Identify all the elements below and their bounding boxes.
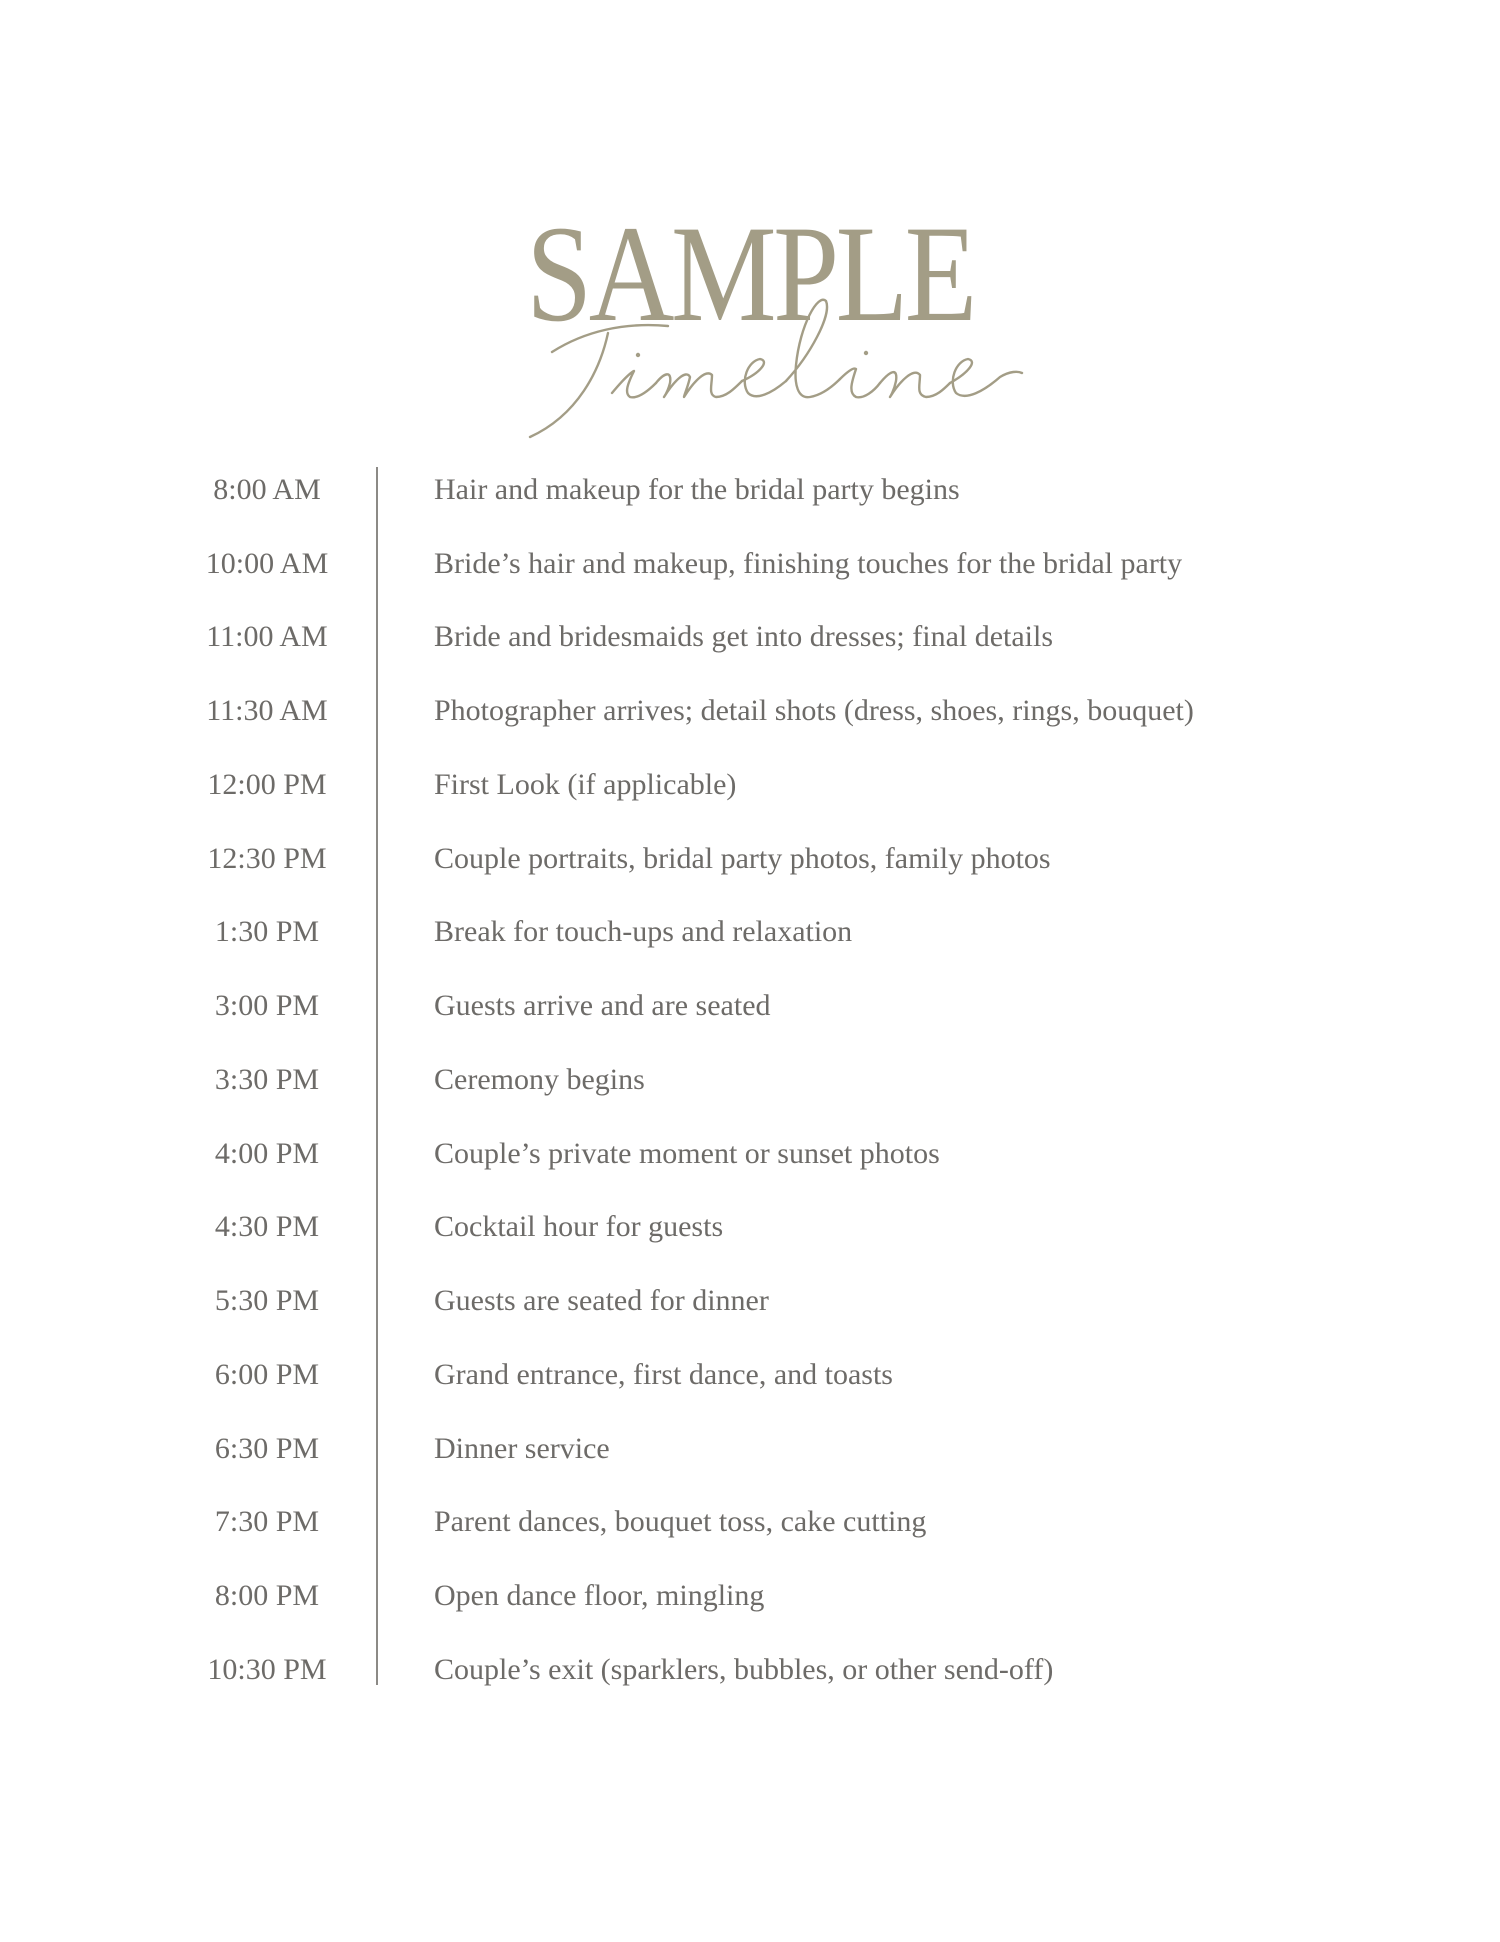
timeline-row — [0, 1345, 1500, 1405]
timeline-time: 7:30 PM — [214, 1505, 320, 1538]
timeline-time: 8:00 PM — [214, 1579, 320, 1612]
timeline-time: 12:00 PM — [207, 768, 327, 801]
timeline-row — [0, 976, 1500, 1036]
timeline-event: Bride and bridesmaids get into dresses; final details — [434, 620, 1054, 653]
timeline-event: Guests are seated for dinner — [434, 1284, 769, 1317]
timeline-event: Bride’s hair and makeup, finishing touches for the bridal party — [434, 547, 1183, 580]
timeline-row — [0, 534, 1500, 594]
timeline-time: 1:30 PM — [214, 915, 320, 948]
timeline-row — [0, 681, 1500, 741]
timeline-time: 11:30 AM — [206, 694, 328, 727]
timeline-event: Ceremony begins — [434, 1063, 645, 1096]
timeline-time: 8:00 AM — [213, 473, 321, 506]
timeline-event: First Look (if applicable) — [434, 768, 737, 801]
timeline-row — [0, 460, 1500, 520]
timeline-time: 6:30 PM — [214, 1432, 320, 1465]
title-block — [0, 197, 1500, 455]
timeline-row — [0, 1124, 1500, 1184]
timeline-row — [0, 1419, 1500, 1479]
timeline-event: Parent dances, bouquet toss, cake cutting — [434, 1505, 927, 1538]
timeline-row — [0, 829, 1500, 889]
timeline-event: Open dance floor, mingling — [434, 1579, 765, 1612]
timeline-event: Couple’s private moment or sunset photos — [434, 1137, 940, 1170]
timeline-event: Hair and makeup for the bridal party begins — [434, 473, 960, 506]
timeline-time: 6:00 PM — [214, 1358, 320, 1391]
title-script-lettering — [0, 197, 1500, 455]
timeline-row — [0, 1640, 1500, 1700]
timeline-event: Cocktail hour for guests — [434, 1210, 724, 1243]
timeline-time: 4:00 PM — [214, 1137, 320, 1170]
timeline-row — [0, 755, 1500, 815]
timeline-row — [0, 1492, 1500, 1552]
timeline — [0, 460, 1500, 1700]
timeline-time: 3:00 PM — [214, 989, 320, 1022]
timeline-event: Couple’s exit (sparklers, bubbles, or other send-off) — [434, 1653, 1054, 1686]
timeline-time: 10:00 AM — [205, 547, 329, 580]
timeline-event: Break for touch-ups and relaxation — [434, 915, 853, 948]
timeline-row — [0, 902, 1500, 962]
timeline-event: Grand entrance, first dance, and toasts — [434, 1358, 893, 1391]
title-main: SAMPLE — [526, 197, 974, 350]
timeline-event: Guests arrive and are seated — [434, 989, 771, 1022]
timeline-row — [0, 1566, 1500, 1626]
timeline-row — [0, 1050, 1500, 1110]
timeline-row — [0, 1271, 1500, 1331]
timeline-time: 12:30 PM — [207, 842, 327, 875]
timeline-row — [0, 607, 1500, 667]
timeline-time: 5:30 PM — [214, 1284, 320, 1317]
timeline-time: 11:00 AM — [206, 620, 328, 653]
timeline-event: Couple portraits, bridal party photos, family photos — [434, 842, 1051, 875]
timeline-event: Dinner service — [434, 1432, 610, 1465]
timeline-time: 3:30 PM — [214, 1063, 320, 1096]
timeline-time: 10:30 PM — [207, 1653, 327, 1686]
timeline-event: Photographer arrives; detail shots (dress, shoes, rings, bouquet) — [434, 694, 1194, 727]
timeline-time: 4:30 PM — [214, 1210, 320, 1243]
timeline-row — [0, 1197, 1500, 1257]
